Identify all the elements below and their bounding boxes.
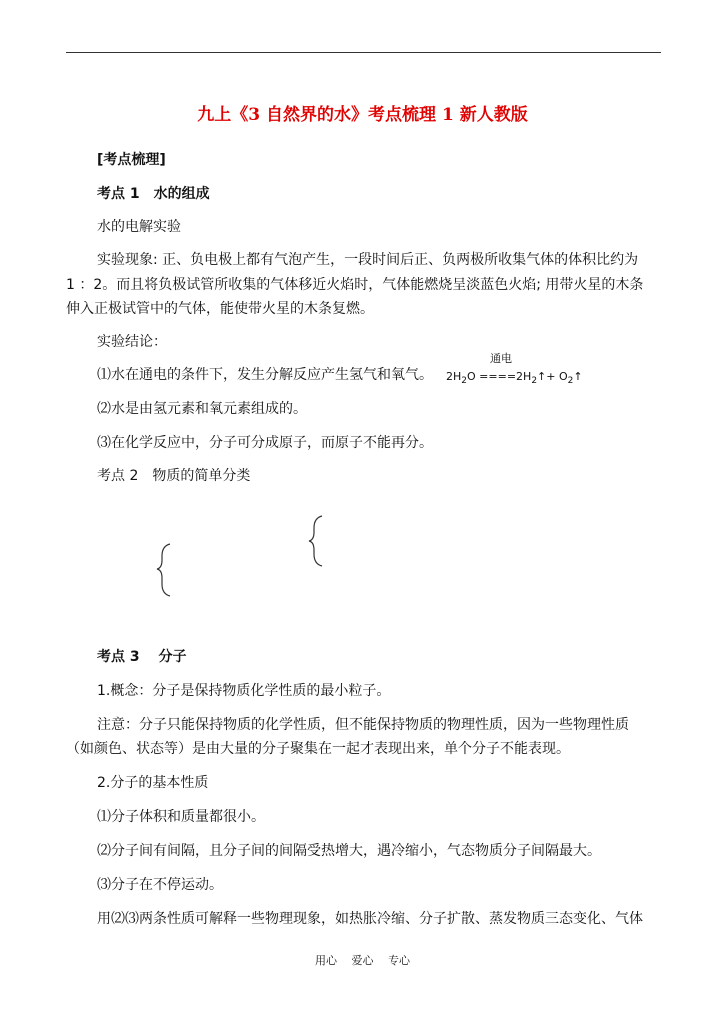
eq-h2-sub: 2: [531, 376, 538, 387]
kp3-props-label: 2.分子的基本性质: [97, 775, 209, 791]
brace-lower: [157, 544, 170, 596]
section-header: [考点梳理]: [97, 152, 166, 168]
eq-lhs: 2H: [446, 370, 462, 383]
kp3-heading: 考点 3 分子: [97, 649, 187, 665]
eq-mid: ↑+ O: [537, 370, 568, 383]
kp3-prop-1: ⑴分子体积和质量都很小。: [97, 809, 265, 825]
kp2-heading: 考点 2 物质的简单分类: [97, 468, 251, 484]
eq-o2-sub: 2: [567, 376, 574, 387]
eq-lhs-sub: 2: [461, 376, 468, 387]
equation-condition: 通电: [490, 352, 512, 365]
page-footer: 用心 爱心 专心: [315, 954, 410, 967]
kp1-conclusion-label: 实验结论：: [97, 334, 167, 350]
kp3-note-line1: 注意：分子只能保持物质的化学性质，但不能保持物质的物理性质，因为一些物理性质: [97, 717, 629, 733]
brace-upper: [309, 516, 322, 566]
electrolysis-equation: [446, 368, 583, 390]
kp1-conclusion-2: ⑵水是由氢元素和氧元素组成的。: [97, 401, 307, 417]
header-rule: [66, 52, 661, 53]
kp1-subheading: 水的电解实验: [97, 219, 181, 235]
kp3-prop-2: ⑵分子间有间隔，且分子间的间隔受热增大，遇冷缩小，气态物质分子间隔最大。: [97, 843, 601, 859]
kp1-conclusion-3: ⑶在化学反应中，分子可分成原子，而原子不能再分。: [97, 435, 433, 451]
classification-diagram: [0, 510, 725, 620]
kp1-phenomenon-line2: 1 ：2。而且将负极试管所收集的气体移近火焰时，气体能燃烧呈淡蓝色火焰; 用带火星的木条: [66, 277, 644, 293]
kp3-note-line2: （如颜色、状态等）是由大量的分子聚集在一起才表现出来，单个分子不能表现。: [66, 741, 570, 757]
kp3-prop-3: ⑶分子在不停运动。: [97, 877, 223, 893]
kp1-conclusion-1: ⑴水在通电的条件下，发生分解反应产生氢气和氧气。: [97, 367, 433, 383]
eq-tail: ↑: [573, 370, 583, 383]
kp3-tail: 用⑵⑶两条性质可解释一些物理现象，如热胀冷缩、分子扩散、蒸发物质三态变化、气体: [97, 911, 643, 927]
page-title: 九上《3 自然界的水》考点梳理 1 新人教版: [197, 105, 528, 125]
kp1-heading: 考点 1 水的组成: [97, 186, 210, 202]
kp3-concept: 1.概念：分子是保持物质化学性质的最小粒子。: [97, 683, 391, 699]
kp1-phenomenon-line1: 实验现象: 正、负电极上都有气泡产生，一段时间后正、负两极所收集气体的体积比约为: [97, 252, 639, 268]
eq-lhs-tail: O ====2H: [467, 370, 532, 383]
kp1-phenomenon-line3: 伸入正极试管中的气体，能使带火星的木条复燃。: [66, 301, 374, 317]
